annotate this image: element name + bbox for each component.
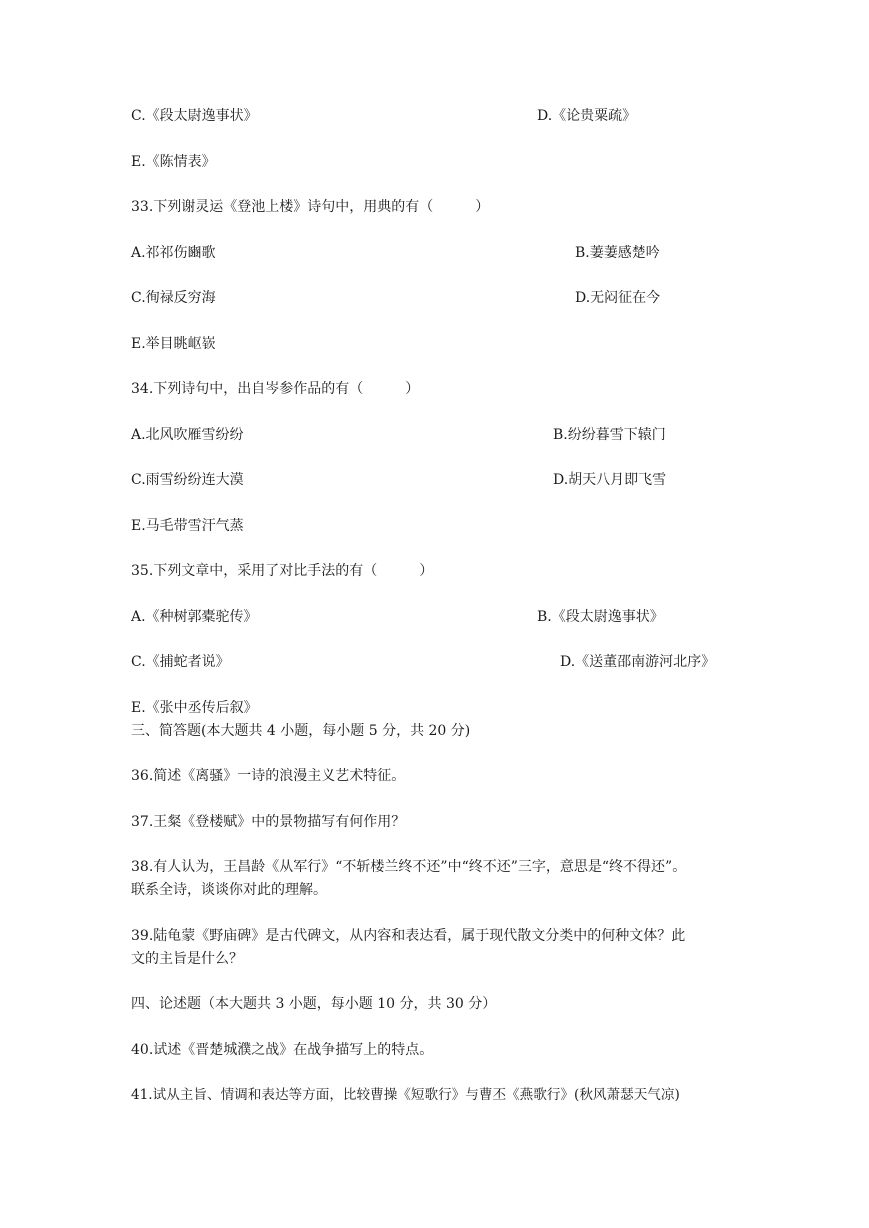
q35-option-a: A.《种树郭橐驼传》: [131, 609, 258, 625]
q41-text: 41.试从主旨、情调和表达等方面，比较曹操《短歌行》与曹丕《燕歌行》(秋风萧瑟天气凉): [131, 1087, 680, 1103]
q35-option-b: B.《段太尉逸事状》: [537, 609, 664, 625]
q34-option-e: E.马毛带雪汗气蒸: [131, 518, 244, 534]
q38-text-line2: 联系全诗，谈谈你对此的理解。: [131, 882, 327, 898]
q33-option-d: D.无闷征在今: [575, 290, 661, 306]
q35-option-d: D.《送董邵南游河北序》: [560, 654, 716, 670]
q35-option-c: C.《捕蛇者说》: [131, 654, 230, 670]
q34-option-a: A.北风吹雁雪纷纷: [131, 427, 244, 443]
q33-option-c: C.徇禄反穷海: [131, 290, 216, 306]
section3-heading: 三、简答题(本大题共 4 小题，每小题 5 分，共 20 分): [131, 723, 471, 739]
q32-option-d: D.《论贵粟疏》: [537, 108, 637, 124]
q33-stem: 33.下列谢灵运《登池上楼》诗句中，用典的有（ ）: [131, 199, 490, 215]
q40-text: 40.试述《晋楚城濮之战》在战争描写上的特点。: [131, 1042, 434, 1058]
q32-option-c: C.《段太尉逸事状》: [131, 108, 258, 124]
q37-text: 37.王粲《登楼赋》中的景物描写有何作用？: [131, 814, 406, 830]
q36-text: 36.简述《离骚》一诗的浪漫主义艺术特征。: [131, 768, 406, 784]
q35-stem: 35.下列文章中，采用了对比手法的有（ ）: [131, 563, 434, 579]
q32-option-e: E.《陈情表》: [131, 154, 216, 170]
q35-option-e: E.《张中丞传后叙》: [131, 700, 258, 716]
section4-heading: 四、论述题（本大题共 3 小题，每小题 10 分，共 30 分）: [131, 996, 497, 1012]
q33-option-a: A.祁祁伤豳歌: [131, 245, 216, 261]
q39-text-line2: 文的主旨是什么？: [131, 951, 243, 967]
q39-text-line1: 39.陆龟蒙《野庙碑》是古代碑文，从内容和表达看，属于现代散文分类中的何种文体？此: [131, 928, 686, 944]
q34-stem: 34.下列诗句中，出自岑参作品的有（ ）: [131, 381, 420, 397]
q33-option-b: B.萋萋感楚吟: [575, 245, 660, 261]
q33-option-e: E.举目眺岖嵚: [131, 336, 216, 352]
q34-option-c: C.雨雪纷纷连大漠: [131, 472, 244, 488]
q34-option-b: B.纷纷暮雪下辕门: [553, 427, 666, 443]
q38-text-line1: 38.有人认为，王昌龄《从军行》“不斩楼兰终不还”中“终不还”三字，意思是“终不得还”。: [131, 859, 687, 875]
q34-option-d: D.胡天八月即飞雪: [553, 472, 667, 488]
